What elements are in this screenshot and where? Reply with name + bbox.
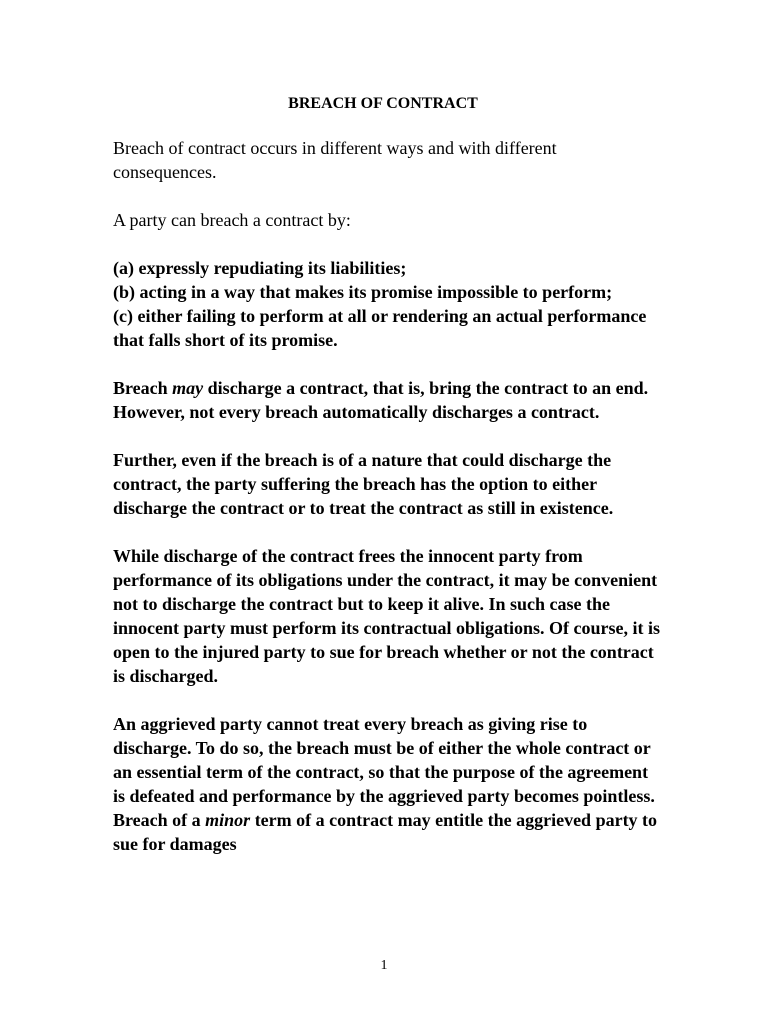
option-paragraph: Further, even if the breach is of a nature that could discharge the contract, the party suffering the breach has the option to either discharge the contract or to treat the contract as still in existence. <box>113 450 614 518</box>
emphasis-may: may <box>172 378 204 398</box>
aggrieved-party-paragraph <box>113 712 661 856</box>
emphasis-minor: minor <box>205 810 251 830</box>
page-number: 1 <box>380 958 388 973</box>
intro-paragraph: Breach of contract occurs in different ways and with different consequences. <box>113 138 557 182</box>
list-item: (b) acting in a way that makes its promise impossible to perform; <box>113 282 613 302</box>
innocent-party-paragraph: While discharge of the contract frees the innocent party from performance of its obligations under the contract, it may be convenient not to discharge the contract but to keep it alive. In such case the innocent party must perform its contractual obligations. Of course, it is open to the injured party to sue for breach whether or not the contract is discharged. <box>113 546 660 686</box>
text-run: An aggrieved party cannot treat every breach as giving rise to discharge. To do so, the breach must be of either the whole contract or an essential term of the contract, so that the purpose of the agreement is defeated and performance by the aggrieved party becomes pointless. Breach of a <box>113 714 655 830</box>
breach-methods-list <box>113 256 661 352</box>
document-title: BREACH OF CONTRACT <box>288 95 478 112</box>
document-body <box>113 92 661 880</box>
list-intro-paragraph: A party can breach a contract by: <box>113 210 351 230</box>
text-run: Breach <box>113 378 173 398</box>
discharge-paragraph <box>113 376 661 424</box>
text-run: term of a contract may entitle the aggrieved party to sue for damages <box>113 810 658 854</box>
list-item: (a) expressly repudiating its liabilities; <box>113 258 407 278</box>
text-run: discharge a contract, that is, bring the contract to an end. However, not every breach automatically discharges a contract. <box>113 378 649 422</box>
list-item: (c) either failing to perform at all or rendering an actual performance that falls short of its promise. <box>113 306 647 350</box>
